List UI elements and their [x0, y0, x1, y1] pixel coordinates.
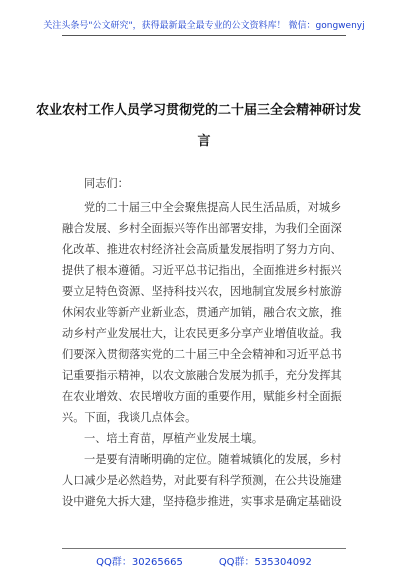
body-line: 人口减少是必然趋势，对此要有科学预测，在公共设施建 [62, 474, 342, 487]
section-heading: 一、培土育苗，厚植产业发展土壤。 [84, 432, 264, 445]
footer-qq-group-2: QQ群：535304092 [218, 557, 312, 568]
body-line: 记重要指示精神，以农文旅融合发展为抓手，充分发挥其 [62, 369, 342, 382]
body-line: 在农业增效、农民增收方面的重要作用，赋能乡村全面振 [62, 390, 342, 403]
body-line: 提供了根本遵循。习近平总书记指出，全面推进乡村振兴 [62, 264, 342, 277]
body-line: 党的二十届三中全会聚焦提高人民生活品质，对城乡 [84, 201, 342, 214]
body-line: 设中避免大拆大建，坚持稳步推进，实事求是确定基础设 [62, 495, 342, 508]
body-text [62, 197, 347, 512]
body-line: 休闲农业等新产业新业态，贯通产加销，融合农文旅，推 [62, 306, 342, 319]
salutation: 同志们： [84, 177, 129, 190]
document-title-line-1: 农业农村工作人员学习贯彻党的二十届三全会精神研讨发 [36, 103, 362, 118]
footer-qq-group-1: QQ群：30265665 [96, 557, 183, 568]
body-line: 兴。下面，我谈几点体会。 [62, 411, 197, 424]
footer [0, 553, 408, 568]
document-title-line-2: 言 [197, 134, 211, 149]
footer-divider [62, 548, 346, 549]
body-line: 动乡村产业发展壮大，让农民更多分享产业增值收益。我 [62, 327, 342, 340]
header-promo-text: 关注头条号"公文研究"，获得最新最全最专业的公文资料库！ 微信：gongwenyj [43, 21, 365, 31]
body-line: 们要深入贯彻落实党的二十届三中全会精神和习近平总书 [62, 348, 342, 361]
header-divider [62, 35, 346, 36]
body-line: 要立足特色资源、坚持科技兴农，因地制宜发展乡村旅游 [62, 285, 342, 298]
body-line: 化改革、推进农村经济社会高质量发展指明了努力方向、 [62, 243, 342, 256]
body-line: 一是要有清晰明确的定位。随着城镇化的发展，乡村 [84, 453, 342, 466]
body-line: 融合发展、乡村全面振兴等作出部署安排，为我们全面深 [62, 222, 342, 235]
